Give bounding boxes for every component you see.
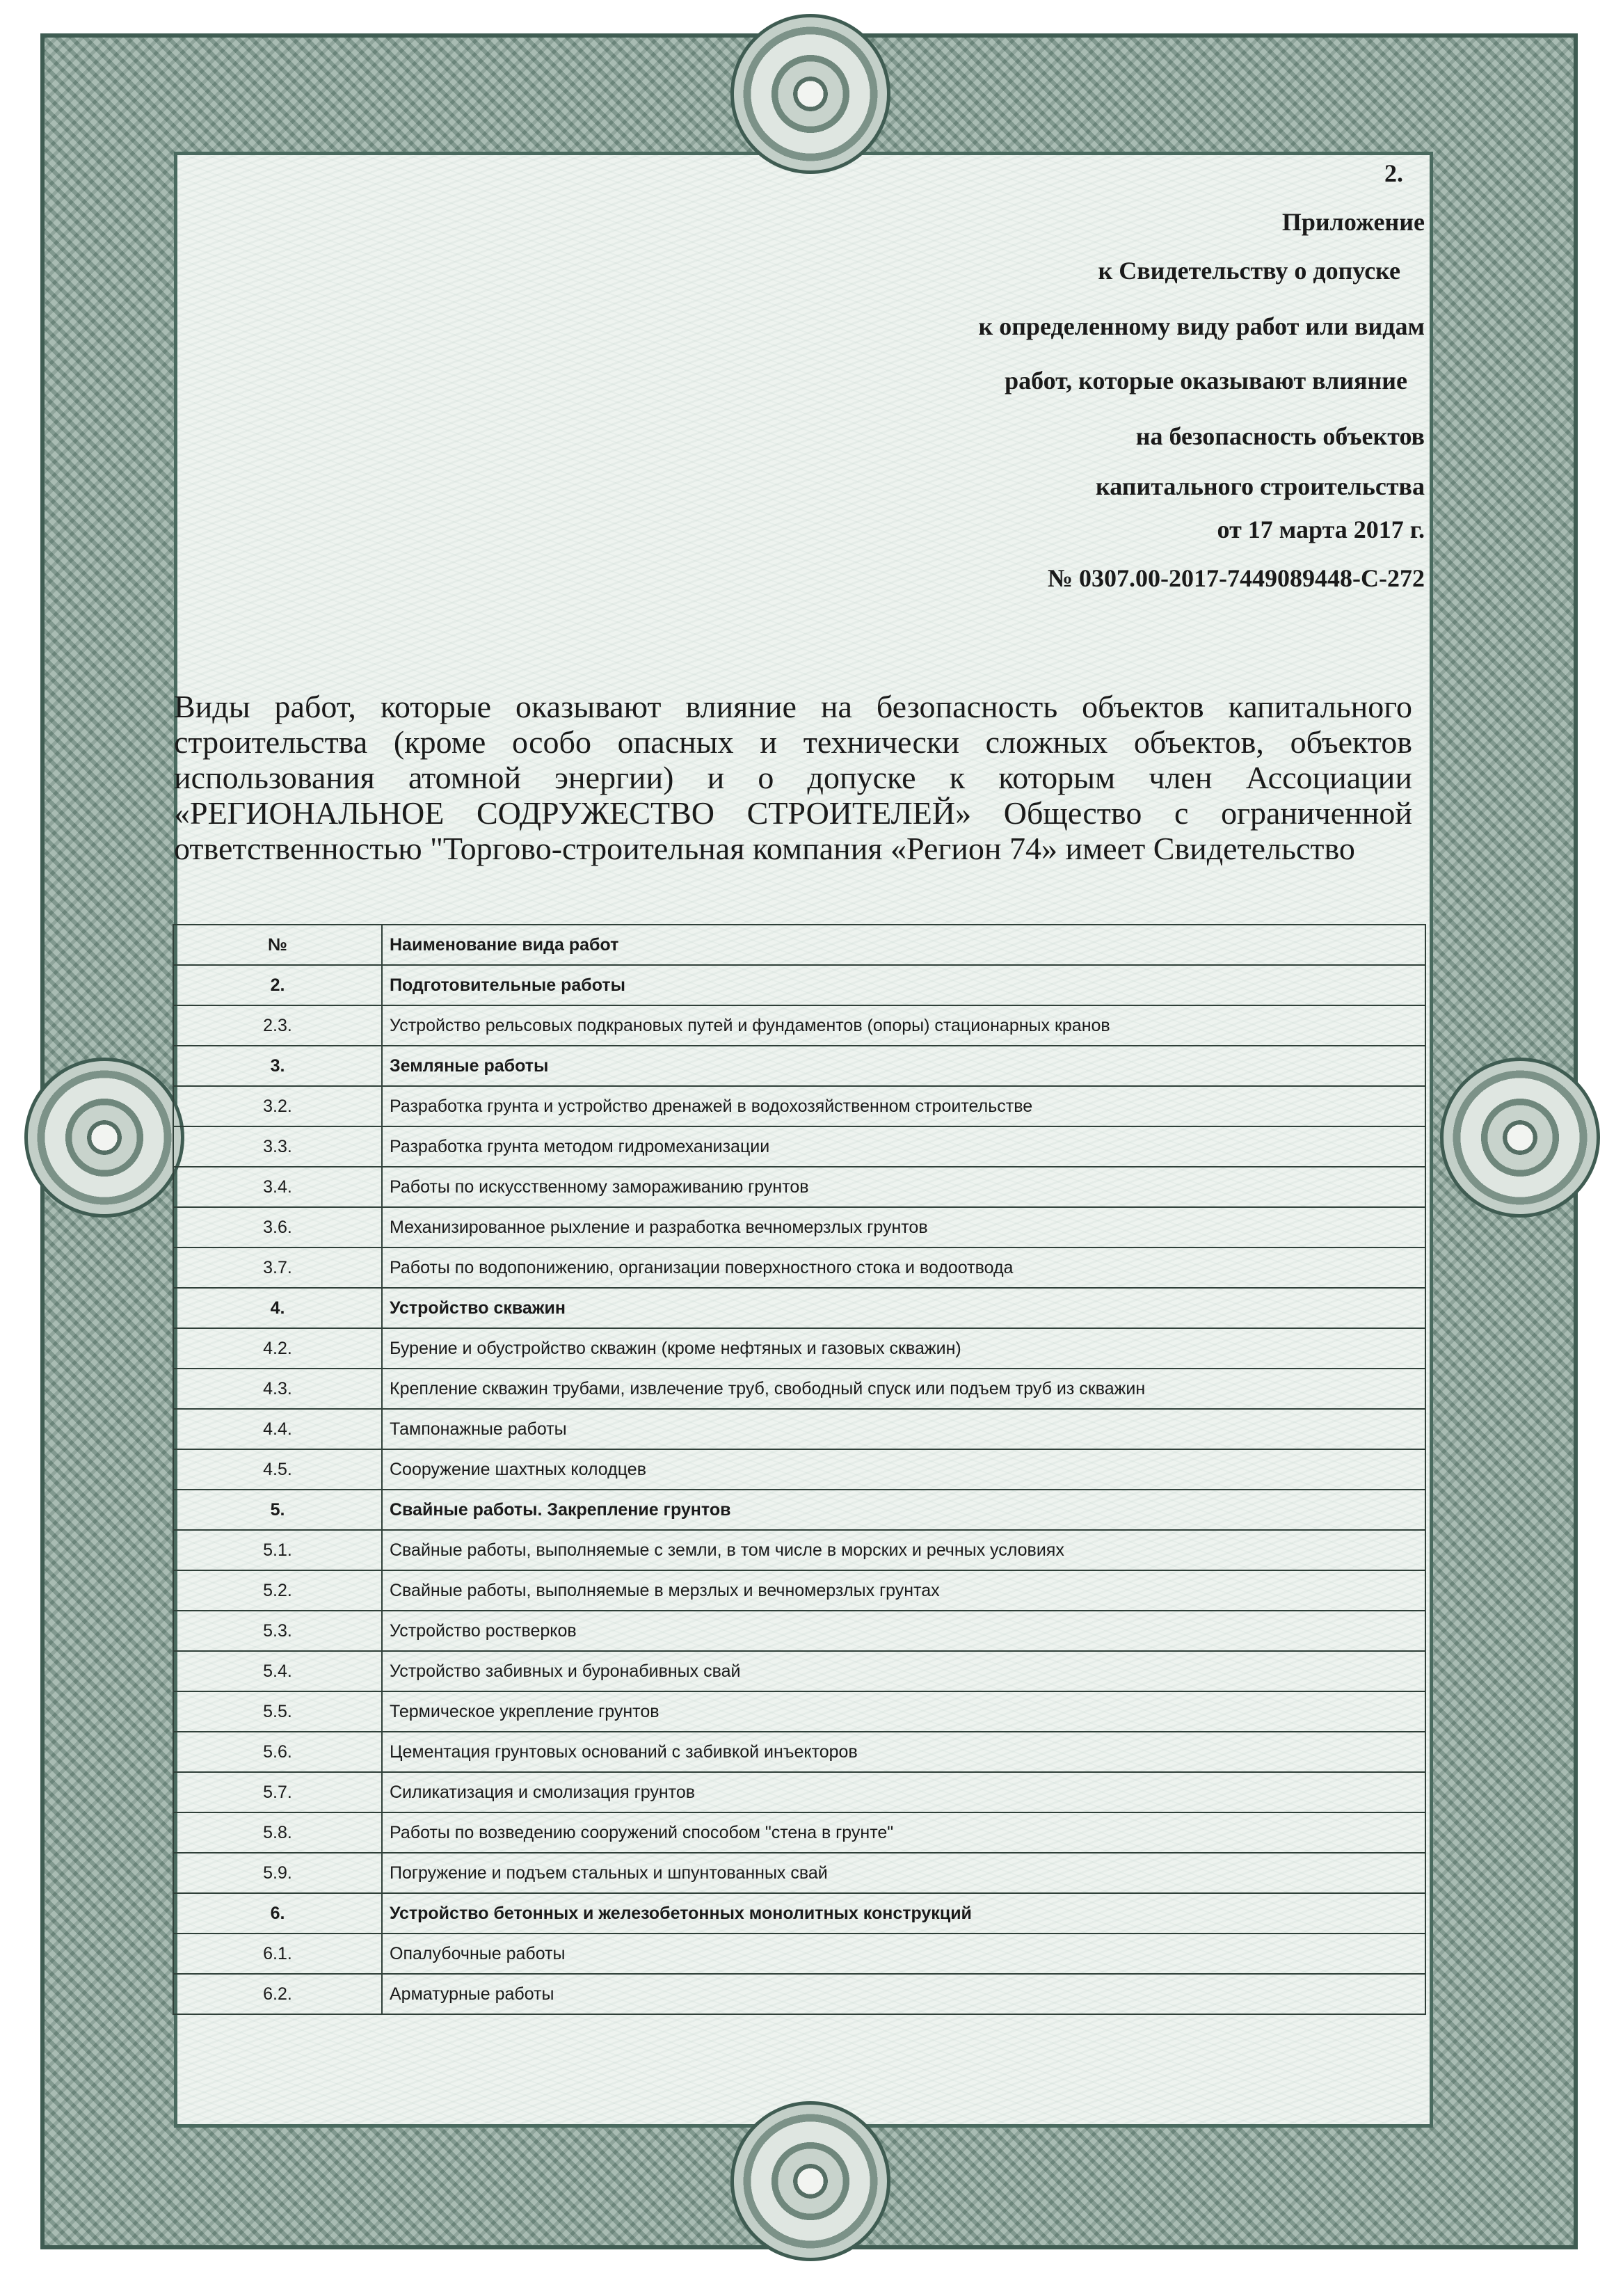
row-name: Устройство забивных и буронабивных свай: [382, 1651, 1425, 1691]
header-line-1: Приложение: [1281, 208, 1425, 236]
row-name: Работы по искусственному замораживанию грунтов: [382, 1167, 1425, 1207]
row-number: 5.7.: [173, 1772, 382, 1812]
row-name: Сооружение шахтных колодцев: [382, 1449, 1425, 1490]
table-row: [173, 965, 1425, 1005]
row-number: 3.2.: [173, 1086, 382, 1126]
row-number: 4.2.: [173, 1328, 382, 1369]
row-name: Подготовительные работы: [382, 965, 1425, 1005]
row-name: Свайные работы. Закрепление грунтов: [382, 1490, 1425, 1530]
table-row: [173, 1247, 1425, 1288]
row-number: 6.2.: [173, 1974, 382, 2014]
table-row: [173, 1207, 1425, 1247]
table-row: [173, 1570, 1425, 1611]
table-row: [173, 1328, 1425, 1369]
rosette-bottom: [730, 2101, 890, 2261]
row-number: 5.1.: [173, 1530, 382, 1570]
row-name: Погружение и подъем стальных и шпунтованных свай: [382, 1853, 1425, 1893]
row-number: 5.: [173, 1490, 382, 1530]
header-line-5: на безопасность объектов: [1135, 422, 1425, 450]
row-number: 3.6.: [173, 1207, 382, 1247]
table-row: [173, 1772, 1425, 1812]
row-number: 2.: [173, 965, 382, 1005]
table-row: [173, 1732, 1425, 1772]
row-number: 2.3.: [173, 1005, 382, 1046]
table-row: [173, 1530, 1425, 1570]
row-name: Разработка грунта методом гидромеханизации: [382, 1126, 1425, 1167]
table-row: [173, 1611, 1425, 1651]
row-number: 4.5.: [173, 1449, 382, 1490]
row-number: 5.3.: [173, 1611, 382, 1651]
table-row: [173, 1449, 1425, 1490]
table-row: [173, 1086, 1425, 1126]
row-name: Устройство скважин: [382, 1288, 1425, 1328]
table-row: [173, 1853, 1425, 1893]
header-line-8: № 0307.00-2017-7449089448-С-272: [1047, 564, 1425, 592]
row-number: 5.4.: [173, 1651, 382, 1691]
row-number: 4.: [173, 1288, 382, 1328]
header-num: №: [173, 925, 382, 965]
rosette-right: [1440, 1058, 1600, 1218]
works-table: [173, 924, 1426, 2015]
row-name: Свайные работы, выполняемые с земли, в том числе в морских и речных условиях: [382, 1530, 1425, 1570]
rosette-top: [730, 14, 890, 174]
row-name: Цементация грунтовых оснований с забивкой инъекторов: [382, 1732, 1425, 1772]
row-name: Устройство рельсовых подкрановых путей и фундаментов (опоры) стационарных кранов: [382, 1005, 1425, 1046]
page-number: 2.: [1384, 159, 1403, 187]
row-number: 3.7.: [173, 1247, 382, 1288]
row-number: 5.6.: [173, 1732, 382, 1772]
row-number: 5.8.: [173, 1812, 382, 1853]
row-name: Работы по возведению сооружений способом "стена в грунте": [382, 1812, 1425, 1853]
table-row: [173, 1005, 1425, 1046]
row-name: Опалубочные работы: [382, 1934, 1425, 1974]
table-row: [173, 1934, 1425, 1974]
row-number: 4.4.: [173, 1409, 382, 1449]
row-name: Устройство ростверков: [382, 1611, 1425, 1651]
row-name: Свайные работы, выполняемые в мерзлых и вечномерзлых грунтах: [382, 1570, 1425, 1611]
rosette-left: [24, 1058, 184, 1218]
row-number: 6.: [173, 1893, 382, 1934]
header-line-3: к определенному виду работ или видам: [978, 312, 1425, 340]
row-name: Устройство бетонных и железобетонных монолитных конструкций: [382, 1893, 1425, 1934]
row-name: Термическое укрепление грунтов: [382, 1691, 1425, 1732]
row-number: 5.9.: [173, 1853, 382, 1893]
row-number: 3.3.: [173, 1126, 382, 1167]
table-row: [173, 1490, 1425, 1530]
row-name: Арматурные работы: [382, 1974, 1425, 2014]
row-name: Бурение и обустройство скважин (кроме нефтяных и газовых скважин): [382, 1328, 1425, 1369]
table-row: [173, 1126, 1425, 1167]
table-row: [173, 1651, 1425, 1691]
row-number: 5.5.: [173, 1691, 382, 1732]
row-name: Силикатизация и смолизация грунтов: [382, 1772, 1425, 1812]
table-row: [173, 1046, 1425, 1086]
table-row: [173, 1369, 1425, 1409]
row-name: Механизированное рыхление и разработка вечномерзлых грунтов: [382, 1207, 1425, 1247]
row-name: Крепление скважин трубами, извлечение труб, свободный спуск или подъем труб из скважин: [382, 1369, 1425, 1409]
header-name: Наименование вида работ: [382, 925, 1425, 965]
row-number: 6.1.: [173, 1934, 382, 1974]
row-name: Разработка грунта и устройство дренажей в водохозяйственном строительстве: [382, 1086, 1425, 1126]
table-row: [173, 1893, 1425, 1934]
table-row: [173, 1691, 1425, 1732]
row-number: 4.3.: [173, 1369, 382, 1409]
header-line-4: работ, которые оказывают влияние: [1005, 367, 1407, 394]
table-row: [173, 1288, 1425, 1328]
intro-paragraph: Виды работ, которые оказывают влияние на безопасность объектов капитального строительства (кроме особо опасных и технически сложных объектов, объектов использования атомной энергии) и о допуске к которым член Ассоциации «РЕГИОНАЛЬНОЕ СОДРУЖЕСТВО СТРОИТЕЛЕЙ» Общество с ограниченной ответственностью "Торгово-строительная компания «Регион 74» имеет Свидетельство: [174, 689, 1412, 866]
table-row: [173, 1167, 1425, 1207]
row-number: 5.2.: [173, 1570, 382, 1611]
row-name: Тампонажные работы: [382, 1409, 1425, 1449]
row-number: 3.: [173, 1046, 382, 1086]
table-header-row: [173, 925, 1425, 965]
header-line-7: от 17 марта 2017 г.: [1217, 516, 1425, 543]
row-name: Земляные работы: [382, 1046, 1425, 1086]
row-number: 3.4.: [173, 1167, 382, 1207]
table-row: [173, 1409, 1425, 1449]
row-name: Работы по водопонижению, организации поверхностного стока и водоотвода: [382, 1247, 1425, 1288]
table-row: [173, 1812, 1425, 1853]
header-line-2: к Свидетельству о допуске: [1098, 257, 1400, 285]
table-row: [173, 1974, 1425, 2014]
header-line-6: капитального строительства: [1096, 472, 1425, 500]
